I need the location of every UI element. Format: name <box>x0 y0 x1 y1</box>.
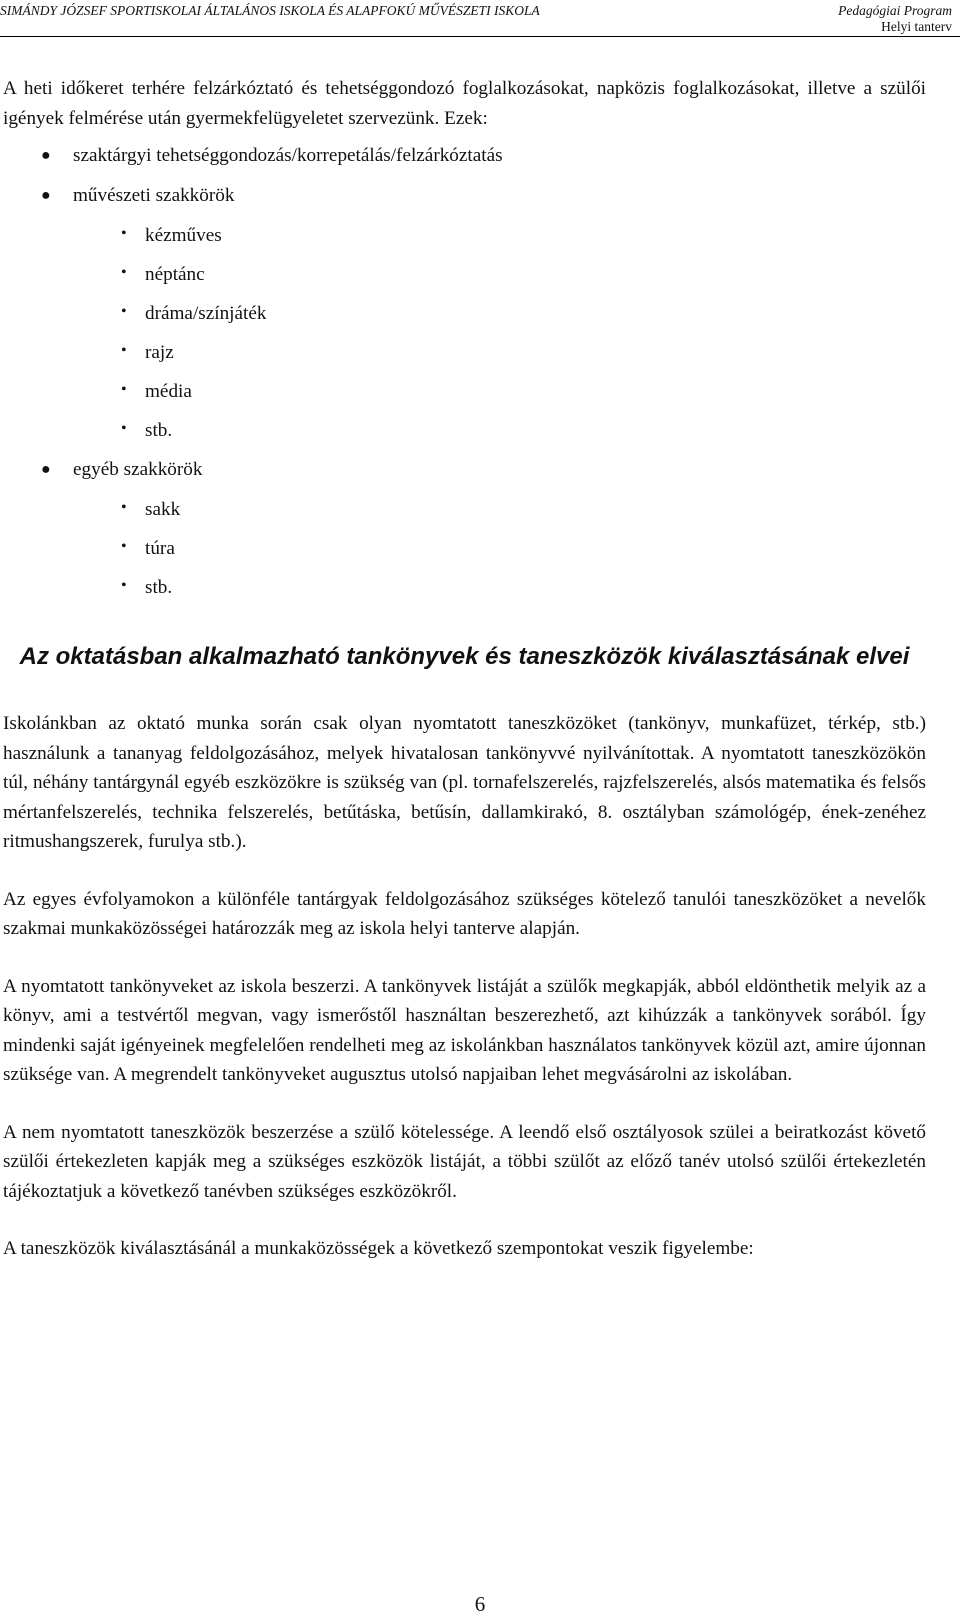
sublist-item-label: kézműves <box>145 225 222 246</box>
sublist-item-label: néptánc <box>145 264 205 285</box>
art-clubs-sublist <box>3 216 926 450</box>
list-item <box>3 176 926 216</box>
small-bullet-icon: • <box>121 342 127 359</box>
bullet-icon: ● <box>41 147 51 164</box>
sublist-item <box>3 294 926 333</box>
page-content <box>3 74 926 1292</box>
other-clubs-sublist <box>3 490 926 607</box>
sublist-item <box>3 568 926 607</box>
paragraph: A taneszközök kiválasztásánál a munkaközösségek a következő szempontokat veszik figyelembe: <box>3 1238 754 1259</box>
sublist-item-label: rajz <box>145 342 174 363</box>
sublist-item-label: stb. <box>145 577 173 598</box>
sublist-item-label: sakk <box>145 499 181 520</box>
sublist-item <box>3 216 926 255</box>
small-bullet-icon: • <box>121 538 127 555</box>
small-bullet-icon: • <box>121 303 127 320</box>
sublist-container <box>3 216 926 450</box>
paragraph: Az egyes évfolyamokon a különféle tantárgyak feldolgozásához szükséges kötelező tanulói taneszközöket a nevelők szakmai munkaközösségei határozzák meg az iskola helyi tanterve alapján. <box>3 888 926 939</box>
sublist-item <box>3 411 926 450</box>
sublist-item <box>3 255 926 294</box>
paragraph: A nyomtatott tankönyveket az iskola beszerzi. A tankönyvek listáját a szülők megkapják, abból eldönthetik melyik az a könyv, ami a testvértől megvan, vagy ismerőstől használtan beszerezhető, azt kihúzzák a tankönyvek sorából. Így mindenki saját igényeinek megfelelően rendelheti meg az iskolánkban használatos tankönyvek közül azt, amire újonnan szüksége van. A megrendelt tankönyveket augusztus utolsó napjaiban lehet megvásárolni az iskolában. <box>3 975 926 1085</box>
small-bullet-icon: • <box>121 225 127 242</box>
paragraph: A nem nyomtatott taneszközök beszerzése a szülő kötelessége. A leendő első osztályosok szülei a beiratkozást követő szülői értekezleten kapják meg a szükséges eszközök listáját, a többi szülőt az előző tanév utolsó szülői értekezletén tájékoztatjuk a következő tanévben szükséges eszközökről. <box>3 1121 926 1202</box>
sublist-item <box>3 490 926 529</box>
bullet-icon: ● <box>41 461 51 478</box>
paragraph: Iskolánkban az oktató munka során csak olyan nyomtatott taneszközöket (tankönyv, munkafüzet, térkép, stb.) használunk a tananyag feldolgozásához, melyek hivatalosan tankönyvvé nyilvánítottak. A nyomtatott taneszközökön túl, néhány tantárgynál egyéb eszközökre is szükség van (pl. tornafelszerelés, rajzfelszerelés, alsós matematika és felsős mértanfelszerelés, technika felszerelés, betűtáska, betűsín, dallamkirakó, 8. osztályban számológép, ének-zenéhez ritmushangszerek, furulya stb.). <box>3 713 926 852</box>
section-heading: Az oktatásban alkalmazható tankönyvek és taneszközök kiválasztásának elvei <box>19 643 910 670</box>
sublist-item <box>3 333 926 372</box>
list-item-label: egyéb szakkörök <box>73 459 203 480</box>
small-bullet-icon: • <box>121 499 127 516</box>
page-header <box>0 0 960 37</box>
header-program-title: Pedagógiai Program <box>838 3 952 18</box>
sublist-item-label: média <box>145 381 192 402</box>
small-bullet-icon: • <box>121 264 127 281</box>
sublist-item-label: stb. <box>145 420 173 441</box>
intro-paragraph: A heti időkeret terhére felzárkóztató és tehetséggondozó foglalkozásokat, napközis foglalkozásokat, illetve a szülői igények felmérése után gyermekfelügyeletet szervezünk. Ezek: <box>3 78 926 129</box>
sublist-item <box>3 372 926 411</box>
small-bullet-icon: • <box>121 577 127 594</box>
sublist-container <box>3 490 926 607</box>
sublist-item-label: dráma/színjáték <box>145 303 267 324</box>
header-school-name: SIMÁNDY JÓZSEF SPORTISKOLAI ÁLTALÁNOS ISKOLA ÉS ALAPFOKÚ MŰVÉSZETI ISKOLA <box>0 3 540 18</box>
bullet-icon: ● <box>41 187 51 204</box>
small-bullet-icon: • <box>121 420 127 437</box>
list-item <box>3 136 926 176</box>
header-doc-info <box>838 3 952 35</box>
list-item-label: művészeti szakkörök <box>73 185 235 206</box>
header-section-title: Helyi tanterv <box>881 19 952 34</box>
sublist-item <box>3 529 926 568</box>
list-item <box>3 450 926 490</box>
activity-list <box>3 136 926 607</box>
small-bullet-icon: • <box>121 381 127 398</box>
sublist-item-label: túra <box>145 538 175 559</box>
list-item-label: szaktárgyi tehetséggondozás/korrepetálás/felzárkóztatás <box>73 145 503 166</box>
page-number: 6 <box>474 1592 486 1616</box>
